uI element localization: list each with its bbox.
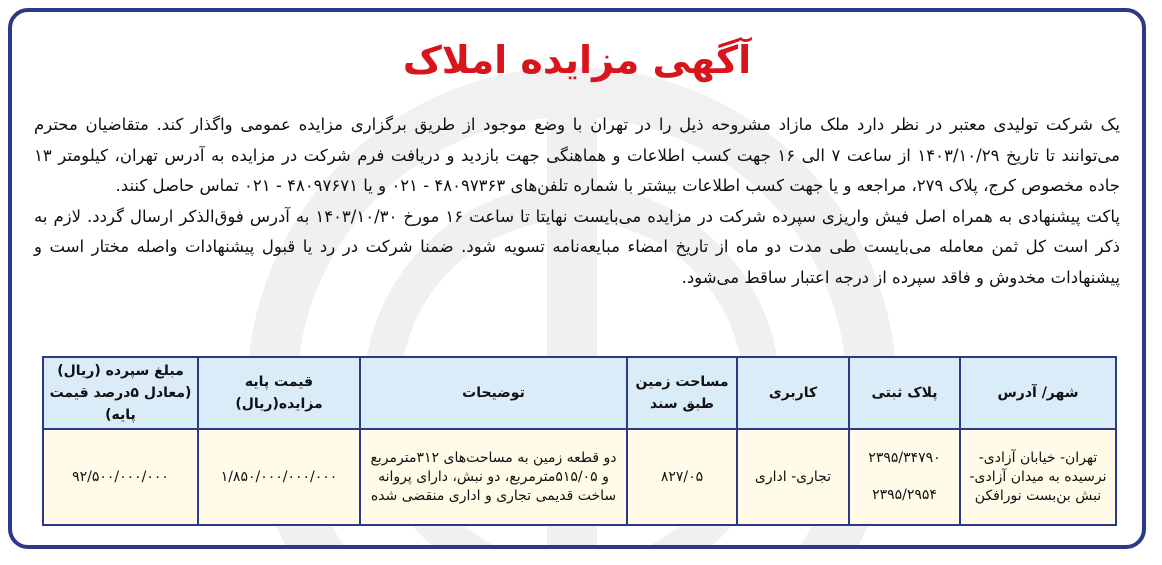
header-base-price: [198, 357, 360, 429]
table-row: [43, 429, 1116, 525]
cell-usage: تجاری- اداری: [737, 429, 849, 525]
header-description: توضیحات: [360, 357, 627, 429]
header-deposit-line1: مبلغ سپرده (ریال): [57, 363, 184, 379]
table-header-row: [43, 357, 1116, 429]
header-area-line2: طبق سند: [650, 396, 714, 412]
property-table: [42, 356, 1117, 526]
notice-paragraph-1: یک شرکت تولیدی معتبر در نظر دارد ملک مازاد مشروحه ذیل را در تهران با وضع موجود از طریق برگزاری مزایده عمومی واگذار کند. متقاضیان محترم می‌توانند تا تاریخ ۱۴۰۳/۱۰/۲۹ از ساعت ۷ الی ۱۶ جهت کسب اطلاعات و هماهنگی جهت بازدید و دریافت فرم شرکت در مزایده به آدرس تهران، کیلومتر ۱۳ جاده مخصوص کرج، پلاک ۲۷۹، مراجعه و یا جهت کسب اطلاعات بیشتر با شماره تلفن‌های ۴۸۰۹۷۳۶۳ - ۰۲۱ و یا ۴۸۰۹۷۶۷۱ - ۰۲۱ تماس حاصل کنند.: [34, 115, 1120, 195]
cell-description: دو قطعه زمین به مساحت‌های ۳۱۲مترمربع و ۵۱۵/۰۵مترمربع، دو نبش، دارای پروانه ساخت قدیمی تجاری و اداری منقضی شده: [360, 429, 627, 525]
cell-base-price: ۱/۸۵۰/۰۰۰/۰۰۰/۰۰۰: [198, 429, 360, 525]
notice-paragraph-2: پاکت پیشنهادی به همراه اصل فیش واریزی سپرده شرکت در مزایده می‌بایست نهایتا تا ساعت ۱۶ مورخ ۱۴۰۳/۱۰/۳۰ به آدرس فوق‌الذکر ارسال گردد. لازم به ذکر است کل ثمن معامله می‌بایست طی مدت دو ماه از تاریخ امضاء مبایعه‌نامه تسویه شود. ضمنا شرکت در رد یا قبول پیشنهادات واصله مختار است و پیشنهادات مخدوش و فاقد سپرده از درجه اعتبار ساقط می‌شود.: [34, 206, 1120, 287]
cell-area: ۸۲۷/۰۵: [627, 429, 737, 525]
header-base-price-line1: قیمت پایه: [244, 374, 314, 390]
cell-plate: [849, 429, 960, 525]
cell-plate-1: ۲۳۹۵/۳۴۷۹۰: [868, 450, 941, 466]
header-deposit-line2: (معادل ۵درصد قیمت پایه): [49, 385, 192, 423]
notice-frame: [8, 8, 1146, 549]
notice-title: آگهی مزایده املاک: [402, 38, 752, 82]
header-area-line1: مساحت زمین: [635, 374, 729, 390]
notice-body: [34, 110, 1120, 293]
header-deposit: [43, 357, 198, 429]
cell-plate-2: ۲۳۹۵/۲۹۵۴: [872, 487, 937, 503]
cell-address: تهران- خیابان آزادی- نرسیده به میدان آزادی- نبش بن‌بست نورافکن: [960, 429, 1116, 525]
header-usage: کاربری: [737, 357, 849, 429]
header-address: شهر/ آدرس: [960, 357, 1116, 429]
header-area: [627, 357, 737, 429]
cell-deposit: ۹۲/۵۰۰/۰۰۰/۰۰۰: [43, 429, 198, 525]
header-plate: پلاک ثبتی: [849, 357, 960, 429]
header-base-price-line2: مزایده(ریال): [235, 396, 323, 412]
